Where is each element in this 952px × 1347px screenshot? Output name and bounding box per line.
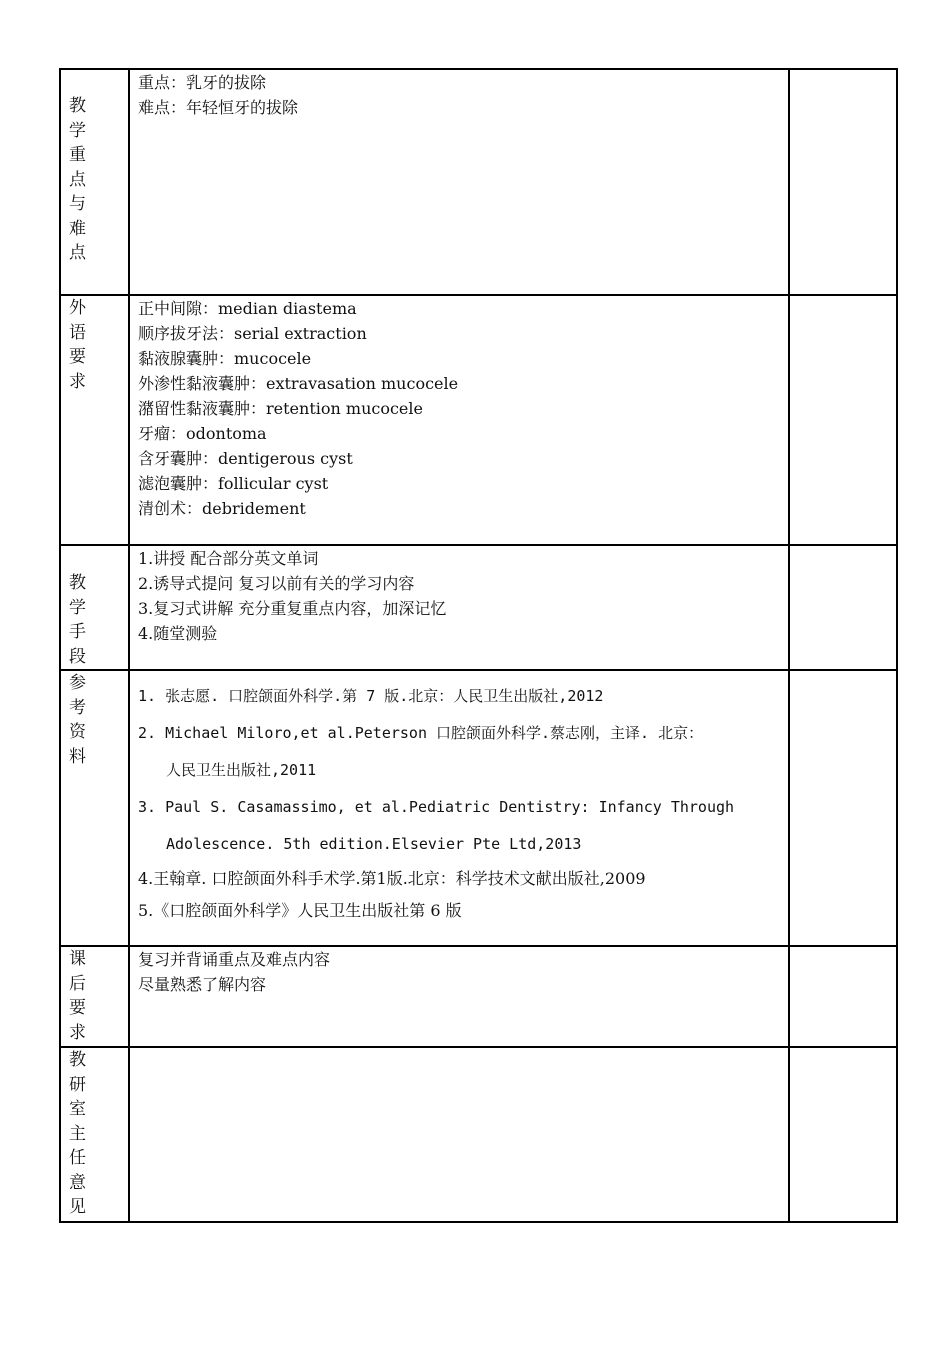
method-line: 2.诱导式提问 复习以前有关的学习内容 bbox=[138, 574, 415, 593]
remarks-cell bbox=[789, 69, 897, 295]
label-char: 意 bbox=[69, 1172, 86, 1193]
label-char: 点 bbox=[69, 169, 86, 190]
remarks-cell bbox=[789, 946, 897, 1047]
reference-item bbox=[138, 789, 788, 863]
reference-line: 1. 张志愿. 口腔颌面外科学.第 7 版.北京：人民卫生出版社,2012 bbox=[138, 687, 604, 705]
row-label bbox=[60, 69, 129, 295]
label-char: 料 bbox=[69, 746, 86, 767]
method-line: 4.随堂测验 bbox=[138, 624, 218, 643]
reference-line: 5.《口腔颌面外科学》人民卫生出版社第 6 版 bbox=[138, 901, 462, 920]
label-char: 难 bbox=[69, 218, 86, 239]
remarks-cell bbox=[789, 545, 897, 670]
label-char: 外 bbox=[69, 298, 86, 318]
text-line: 重点：乳牙的拔除 bbox=[138, 73, 267, 92]
lesson-plan-table bbox=[59, 68, 898, 1223]
label-char: 求 bbox=[69, 1022, 86, 1043]
label-char: 见 bbox=[69, 1197, 86, 1217]
row-label bbox=[60, 670, 129, 946]
row-content bbox=[129, 545, 789, 670]
method-line: 1.讲授 配合部分英文单词 bbox=[138, 549, 319, 568]
row-label bbox=[60, 1047, 129, 1222]
label-char: 任 bbox=[69, 1148, 86, 1168]
label-char: 语 bbox=[69, 322, 86, 343]
label-char: 资 bbox=[69, 722, 86, 742]
label-char: 教 bbox=[69, 573, 86, 593]
row-key-points bbox=[60, 69, 897, 295]
vocab-line: 顺序拔牙法：serial extraction bbox=[138, 324, 367, 343]
label-char: 室 bbox=[69, 1099, 86, 1119]
row-director-opinion bbox=[60, 1047, 897, 1222]
row-content bbox=[129, 69, 789, 295]
label-char: 教 bbox=[69, 1050, 86, 1070]
vocab-line: 正中间隙：median diastema bbox=[138, 299, 357, 318]
reference-item bbox=[138, 715, 788, 789]
vocab-line: 黏液腺囊肿：mucocele bbox=[138, 349, 312, 368]
text-line: 复习并背诵重点及难点内容 bbox=[138, 950, 331, 969]
row-foreign-language bbox=[60, 295, 897, 545]
label-char: 重 bbox=[69, 145, 86, 165]
reference-line: 4.王翰章. 口腔颌面外科手术学.第1版.北京：科学技术文献出版社,2009 bbox=[138, 869, 646, 888]
text-line: 难点：年轻恒牙的拔除 bbox=[138, 98, 299, 117]
label-char: 课 bbox=[69, 949, 86, 969]
reference-line: 3. Paul S. Casamassimo, et al.Pediatric Dentistry: Infancy Through bbox=[138, 798, 735, 816]
label-char: 点 bbox=[69, 243, 86, 263]
remarks-cell bbox=[789, 1047, 897, 1222]
row-label bbox=[60, 946, 129, 1047]
vocab-line: 外渗性黏液囊肿：extravasation mucocele bbox=[138, 374, 459, 393]
row-references bbox=[60, 670, 897, 946]
vocab-line: 滤泡囊肿：follicular cyst bbox=[138, 474, 329, 493]
vocab-line: 清创术：debridement bbox=[138, 499, 306, 518]
label-char: 主 bbox=[69, 1123, 86, 1144]
label-char: 学 bbox=[69, 597, 86, 618]
label-char: 教 bbox=[69, 96, 86, 116]
label-char: 段 bbox=[69, 646, 86, 667]
label-char: 参 bbox=[69, 673, 86, 693]
reference-item bbox=[138, 863, 788, 895]
row-content bbox=[129, 946, 789, 1047]
reference-line: 2. Michael Miloro,et al.Peterson 口腔颌面外科学.蔡志刚，主译. 北京： bbox=[138, 724, 704, 742]
label-char: 与 bbox=[69, 194, 86, 214]
text-line: 尽量熟悉了解内容 bbox=[138, 975, 267, 994]
remarks-cell bbox=[789, 670, 897, 946]
row-label bbox=[60, 295, 129, 545]
vocab-line: 牙瘤：odontoma bbox=[138, 424, 267, 443]
remarks-cell bbox=[789, 295, 897, 545]
row-teaching-methods bbox=[60, 545, 897, 670]
label-char: 后 bbox=[69, 973, 86, 994]
vocab-line: 潴留性黏液囊肿：retention mucocele bbox=[138, 399, 423, 418]
label-char: 要 bbox=[69, 347, 86, 367]
method-line: 3.复习式讲解 充分重复重点内容，加深记忆 bbox=[138, 599, 447, 618]
row-content bbox=[129, 1047, 789, 1222]
reference-line: 人民卫生出版社,2011 bbox=[166, 761, 317, 779]
row-after-class bbox=[60, 946, 897, 1047]
label-char: 研 bbox=[69, 1074, 86, 1095]
label-char: 要 bbox=[69, 998, 86, 1018]
row-content bbox=[129, 670, 789, 946]
reference-item bbox=[138, 895, 788, 927]
row-label bbox=[60, 545, 129, 670]
reference-item bbox=[138, 671, 788, 715]
label-char: 考 bbox=[69, 697, 86, 718]
vocab-line: 含牙囊肿：dentigerous cyst bbox=[138, 449, 353, 468]
reference-line: Adolescence. 5th edition.Elsevier Pte Ltd,2013 bbox=[166, 835, 582, 853]
label-char: 求 bbox=[69, 371, 86, 392]
row-content bbox=[129, 295, 789, 545]
label-char: 学 bbox=[69, 120, 86, 141]
label-char: 手 bbox=[69, 622, 86, 642]
